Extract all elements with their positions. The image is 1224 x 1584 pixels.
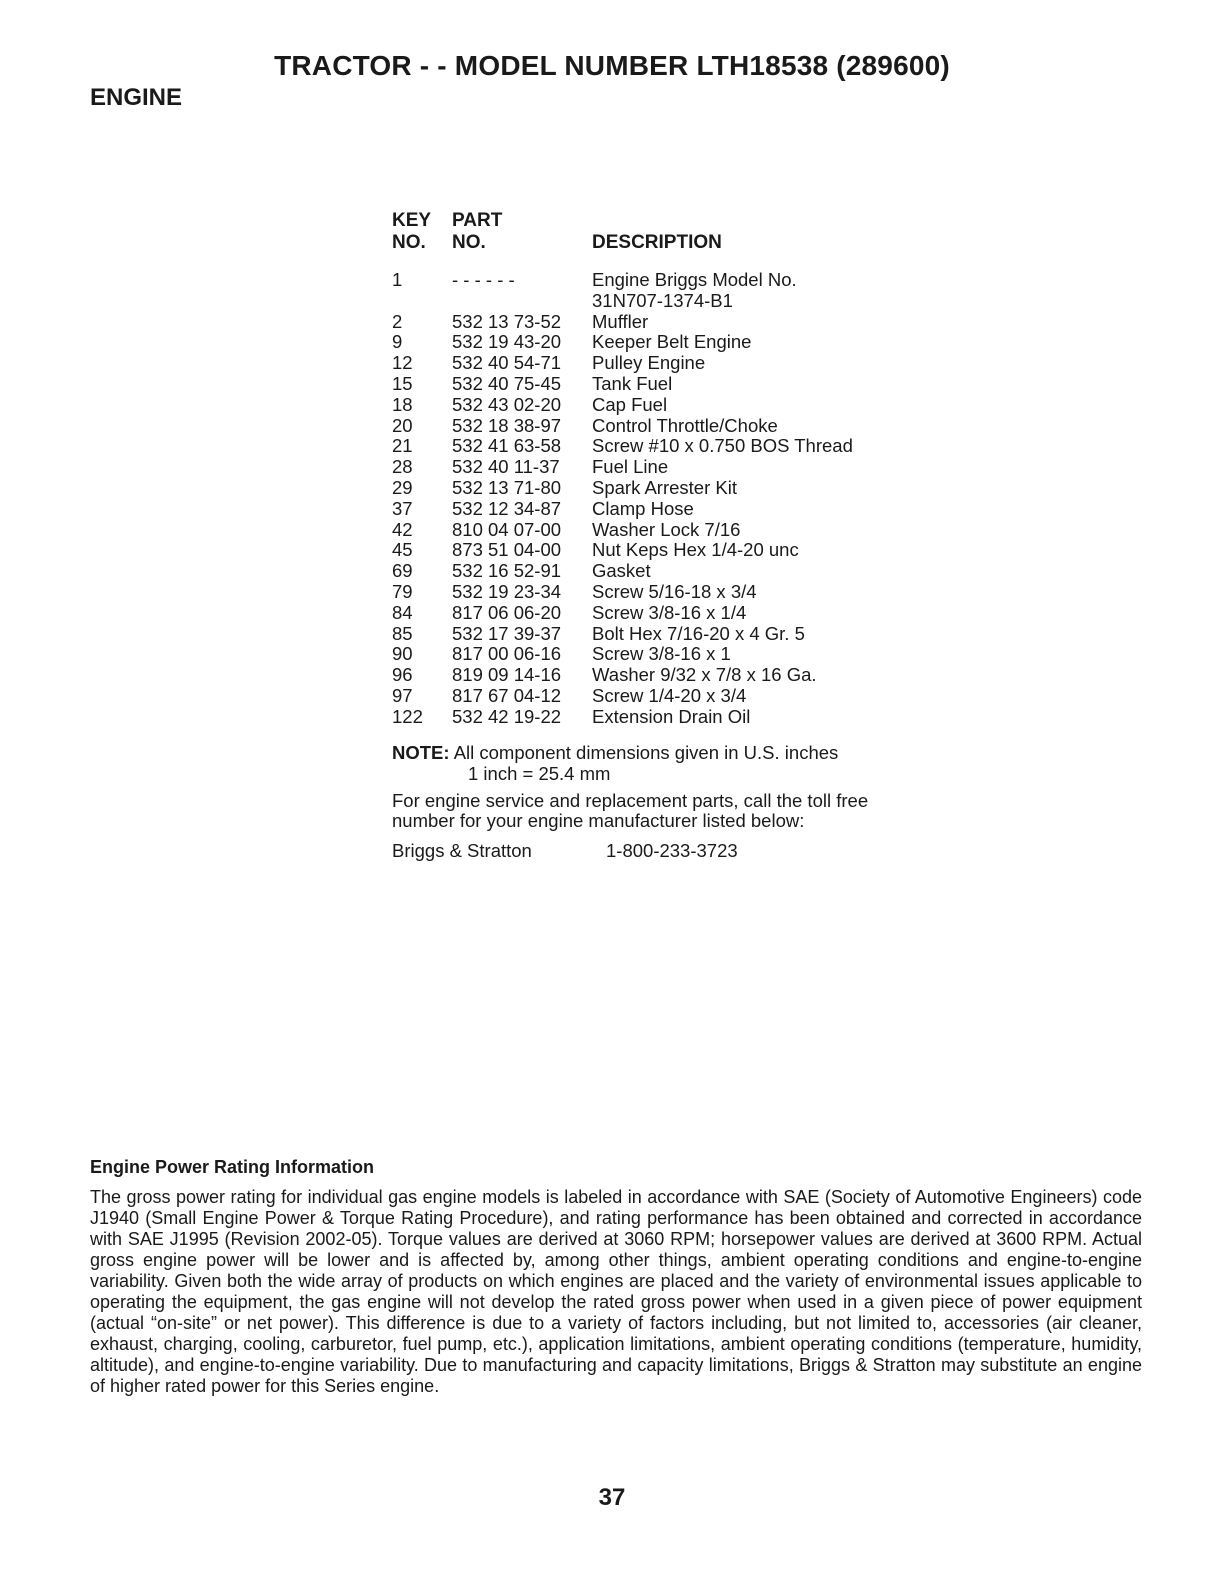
part-number: 532 43 02-20: [452, 393, 562, 415]
table-row: [392, 312, 952, 333]
note-line1: All component dimensions given in U.S. inches: [453, 742, 839, 763]
table-row: [392, 520, 952, 541]
key-number: 79: [392, 580, 413, 602]
part-description: [592, 374, 952, 395]
key-number: 84: [392, 601, 413, 623]
part-description-line1: Washer 9/32 x 7/8 x 16 Ga.: [592, 664, 817, 686]
section-title: ENGINE: [90, 84, 183, 111]
key-number: 20: [392, 414, 413, 436]
part-description: [592, 624, 952, 645]
part-description-line1: Pulley Engine: [592, 352, 706, 374]
table-row: [392, 624, 952, 645]
part-description: [592, 520, 952, 541]
key-number: 45: [392, 539, 413, 561]
table-row: [392, 540, 952, 561]
part-description: [592, 436, 952, 457]
table-row: [392, 561, 952, 582]
table-row: [392, 499, 952, 520]
key-number: 69: [392, 560, 413, 582]
table-row: [392, 436, 952, 457]
part-description: [592, 707, 952, 728]
part-number: 532 18 38-97: [452, 414, 562, 436]
part-description-line1: Engine Briggs Model No.: [592, 269, 797, 290]
part-description-line1: Fuel Line: [592, 456, 669, 478]
part-description-line1: Screw 3/8-16 x 1/4: [592, 601, 747, 623]
table-header-row-2: [392, 232, 952, 254]
power-rating-heading: Engine Power Rating Information: [90, 1157, 375, 1177]
part-number: 817 67 04-12: [452, 684, 562, 706]
part-description: [592, 416, 952, 437]
key-number: 96: [392, 664, 413, 686]
table-row: [392, 457, 952, 478]
key-number: 28: [392, 456, 413, 478]
part-description: [592, 686, 952, 707]
part-description-line1: Screw 3/8-16 x 1: [592, 643, 731, 665]
part-description-line1: Washer Lock 7/16: [592, 518, 741, 540]
key-number: 37: [392, 497, 413, 519]
part-number: 532 16 52-91: [452, 560, 562, 582]
part-description-line1: Cap Fuel: [592, 393, 668, 415]
part-number: 873 51 04-00: [452, 539, 562, 561]
part-description-line1: Screw #10 x 0.750 BOS Thread: [592, 435, 853, 457]
table-row: [392, 644, 952, 665]
header-description: DESCRIPTION: [592, 232, 722, 253]
part-number: 532 19 23-34: [452, 580, 562, 602]
part-number: 819 09 14-16: [452, 664, 562, 686]
part-description: [592, 582, 952, 603]
key-number: 21: [392, 435, 413, 457]
part-description-line1: Control Throttle/Choke: [592, 414, 778, 436]
table-row: [392, 395, 952, 416]
part-description-line1: Keeper Belt Engine: [592, 331, 752, 353]
table-row: [392, 665, 952, 686]
part-number: 532 19 43-20: [452, 331, 562, 353]
key-number: 18: [392, 393, 413, 415]
table-row: [392, 416, 952, 437]
key-number: 9: [392, 331, 403, 353]
part-description-line1: Nut Keps Hex 1/4-20 unc: [592, 539, 799, 561]
table-row: [392, 374, 952, 395]
part-description-line1: Muffler: [592, 310, 649, 332]
table-row: [392, 603, 952, 624]
power-rating-body: The gross power rating for individual gas engine models is labeled in accordance with SAE (Society of Automotive Engineers) code J1940 (Small Engine Power & Torque Rating Procedure), and rating performance has been obtained and corrected in accordance with SAE J1995 (Revision 2002-05). Torque values are derived at 3060 RPM; horsepower values are derived at 3600 RPM. Actual gross engine power will be lower and is affected by, among other things, ambient operating conditions and engine-to-engine variability. Given both the wide array of products on which engines are placed and the variety of environmental issues applicable to operating the equipment, the gas engine will not develop the rated gross power when used in a given piece of power equipment (actual “on-site” or net power). This difference is due to a variety of factors including, but not limited to, accessories (air cleaner, exhaust, charging, cooling, carburetor, fuel pump, etc.), application limitations, ambient operating conditions (temperature, humidity, altitude), and engine-to-engine variability. Due to manufacturing and capacity limitations, Briggs & Stratton may substitute an engine of higher rated power for this Series engine.: [90, 1187, 1142, 1396]
parts-table: [392, 210, 952, 728]
part-description: [592, 353, 952, 374]
note-label: NOTE:: [392, 742, 450, 763]
table-row: [392, 686, 952, 707]
part-number: 532 41 63-58: [452, 435, 562, 457]
key-number: 85: [392, 622, 413, 644]
key-number: 122: [392, 705, 423, 727]
part-description: [592, 499, 952, 520]
part-description-line1: Screw 5/16-18 x 3/4: [592, 580, 757, 602]
part-description: [592, 603, 952, 624]
part-description: [592, 478, 952, 499]
part-description-line1: Bolt Hex 7/16-20 x 4 Gr. 5: [592, 622, 805, 644]
part-description: [592, 332, 952, 353]
table-row: [392, 270, 952, 312]
page-number: 37: [598, 1484, 626, 1511]
part-description-line1: Spark Arrester Kit: [592, 476, 737, 498]
manufacturer-name: Briggs & Stratton: [392, 840, 532, 861]
key-number: 90: [392, 643, 413, 665]
manufacturer-phone: 1-800-233-3723: [606, 840, 738, 861]
part-description-line1: Tank Fuel: [592, 372, 673, 394]
table-body: [392, 270, 952, 728]
table-row: [392, 582, 952, 603]
header-key-line2: NO.: [392, 232, 426, 253]
key-number: 97: [392, 684, 413, 706]
service-text: For engine service and replacement parts, call the toll free number for your engine manufacturer listed below:: [392, 790, 869, 831]
part-description-line1: Screw 1/4-20 x 3/4: [592, 684, 747, 706]
part-description-line1: Extension Drain Oil: [592, 705, 751, 727]
note: [392, 742, 838, 784]
part-description: [592, 665, 952, 686]
header-part-line1: PART: [452, 210, 503, 231]
part-description: [592, 395, 952, 416]
part-description: [592, 457, 952, 478]
table-header-row-1: [392, 210, 952, 232]
page-title: TRACTOR - - MODEL NUMBER LTH18538 (289600): [274, 50, 950, 81]
part-description: [592, 540, 952, 561]
part-description: [592, 644, 952, 665]
table-row: [392, 332, 952, 353]
part-description: [592, 270, 952, 312]
part-number: 532 13 73-52: [452, 310, 562, 332]
note-line2: 1 inch = 25.4 mm: [468, 763, 611, 784]
header-part-line2: NO.: [452, 232, 486, 253]
part-number: 532 17 39-37: [452, 622, 562, 644]
part-description: [592, 561, 952, 582]
part-description-line2: 31N707-1374-B1: [592, 289, 733, 311]
part-number: 532 40 54-71: [452, 352, 562, 374]
key-number: 29: [392, 476, 413, 498]
table-row: [392, 478, 952, 499]
key-number: 42: [392, 518, 413, 540]
manufacturer-contact: [392, 840, 738, 862]
header-key-line1: KEY: [392, 210, 432, 231]
part-number: 810 04 07-00: [452, 518, 562, 540]
part-number: 532 42 19-22: [452, 705, 562, 727]
part-description: [592, 312, 952, 333]
key-number: 2: [392, 310, 403, 332]
part-number: 532 13 71-80: [452, 476, 562, 498]
part-number: 532 40 75-45: [452, 372, 562, 394]
part-description-line1: Clamp Hose: [592, 497, 694, 519]
part-number: 532 12 34-87: [452, 497, 562, 519]
key-number: 1: [392, 269, 403, 290]
key-number: 12: [392, 352, 413, 374]
part-number: 532 40 11-37: [452, 456, 560, 478]
part-number: 817 06 06-20: [452, 601, 562, 623]
key-number: 15: [392, 372, 413, 394]
table-row: [392, 353, 952, 374]
part-number: - - - - - -: [452, 269, 515, 290]
part-number: 817 00 06-16: [452, 643, 562, 665]
part-description-line1: Gasket: [592, 560, 651, 582]
table-row: [392, 707, 952, 728]
